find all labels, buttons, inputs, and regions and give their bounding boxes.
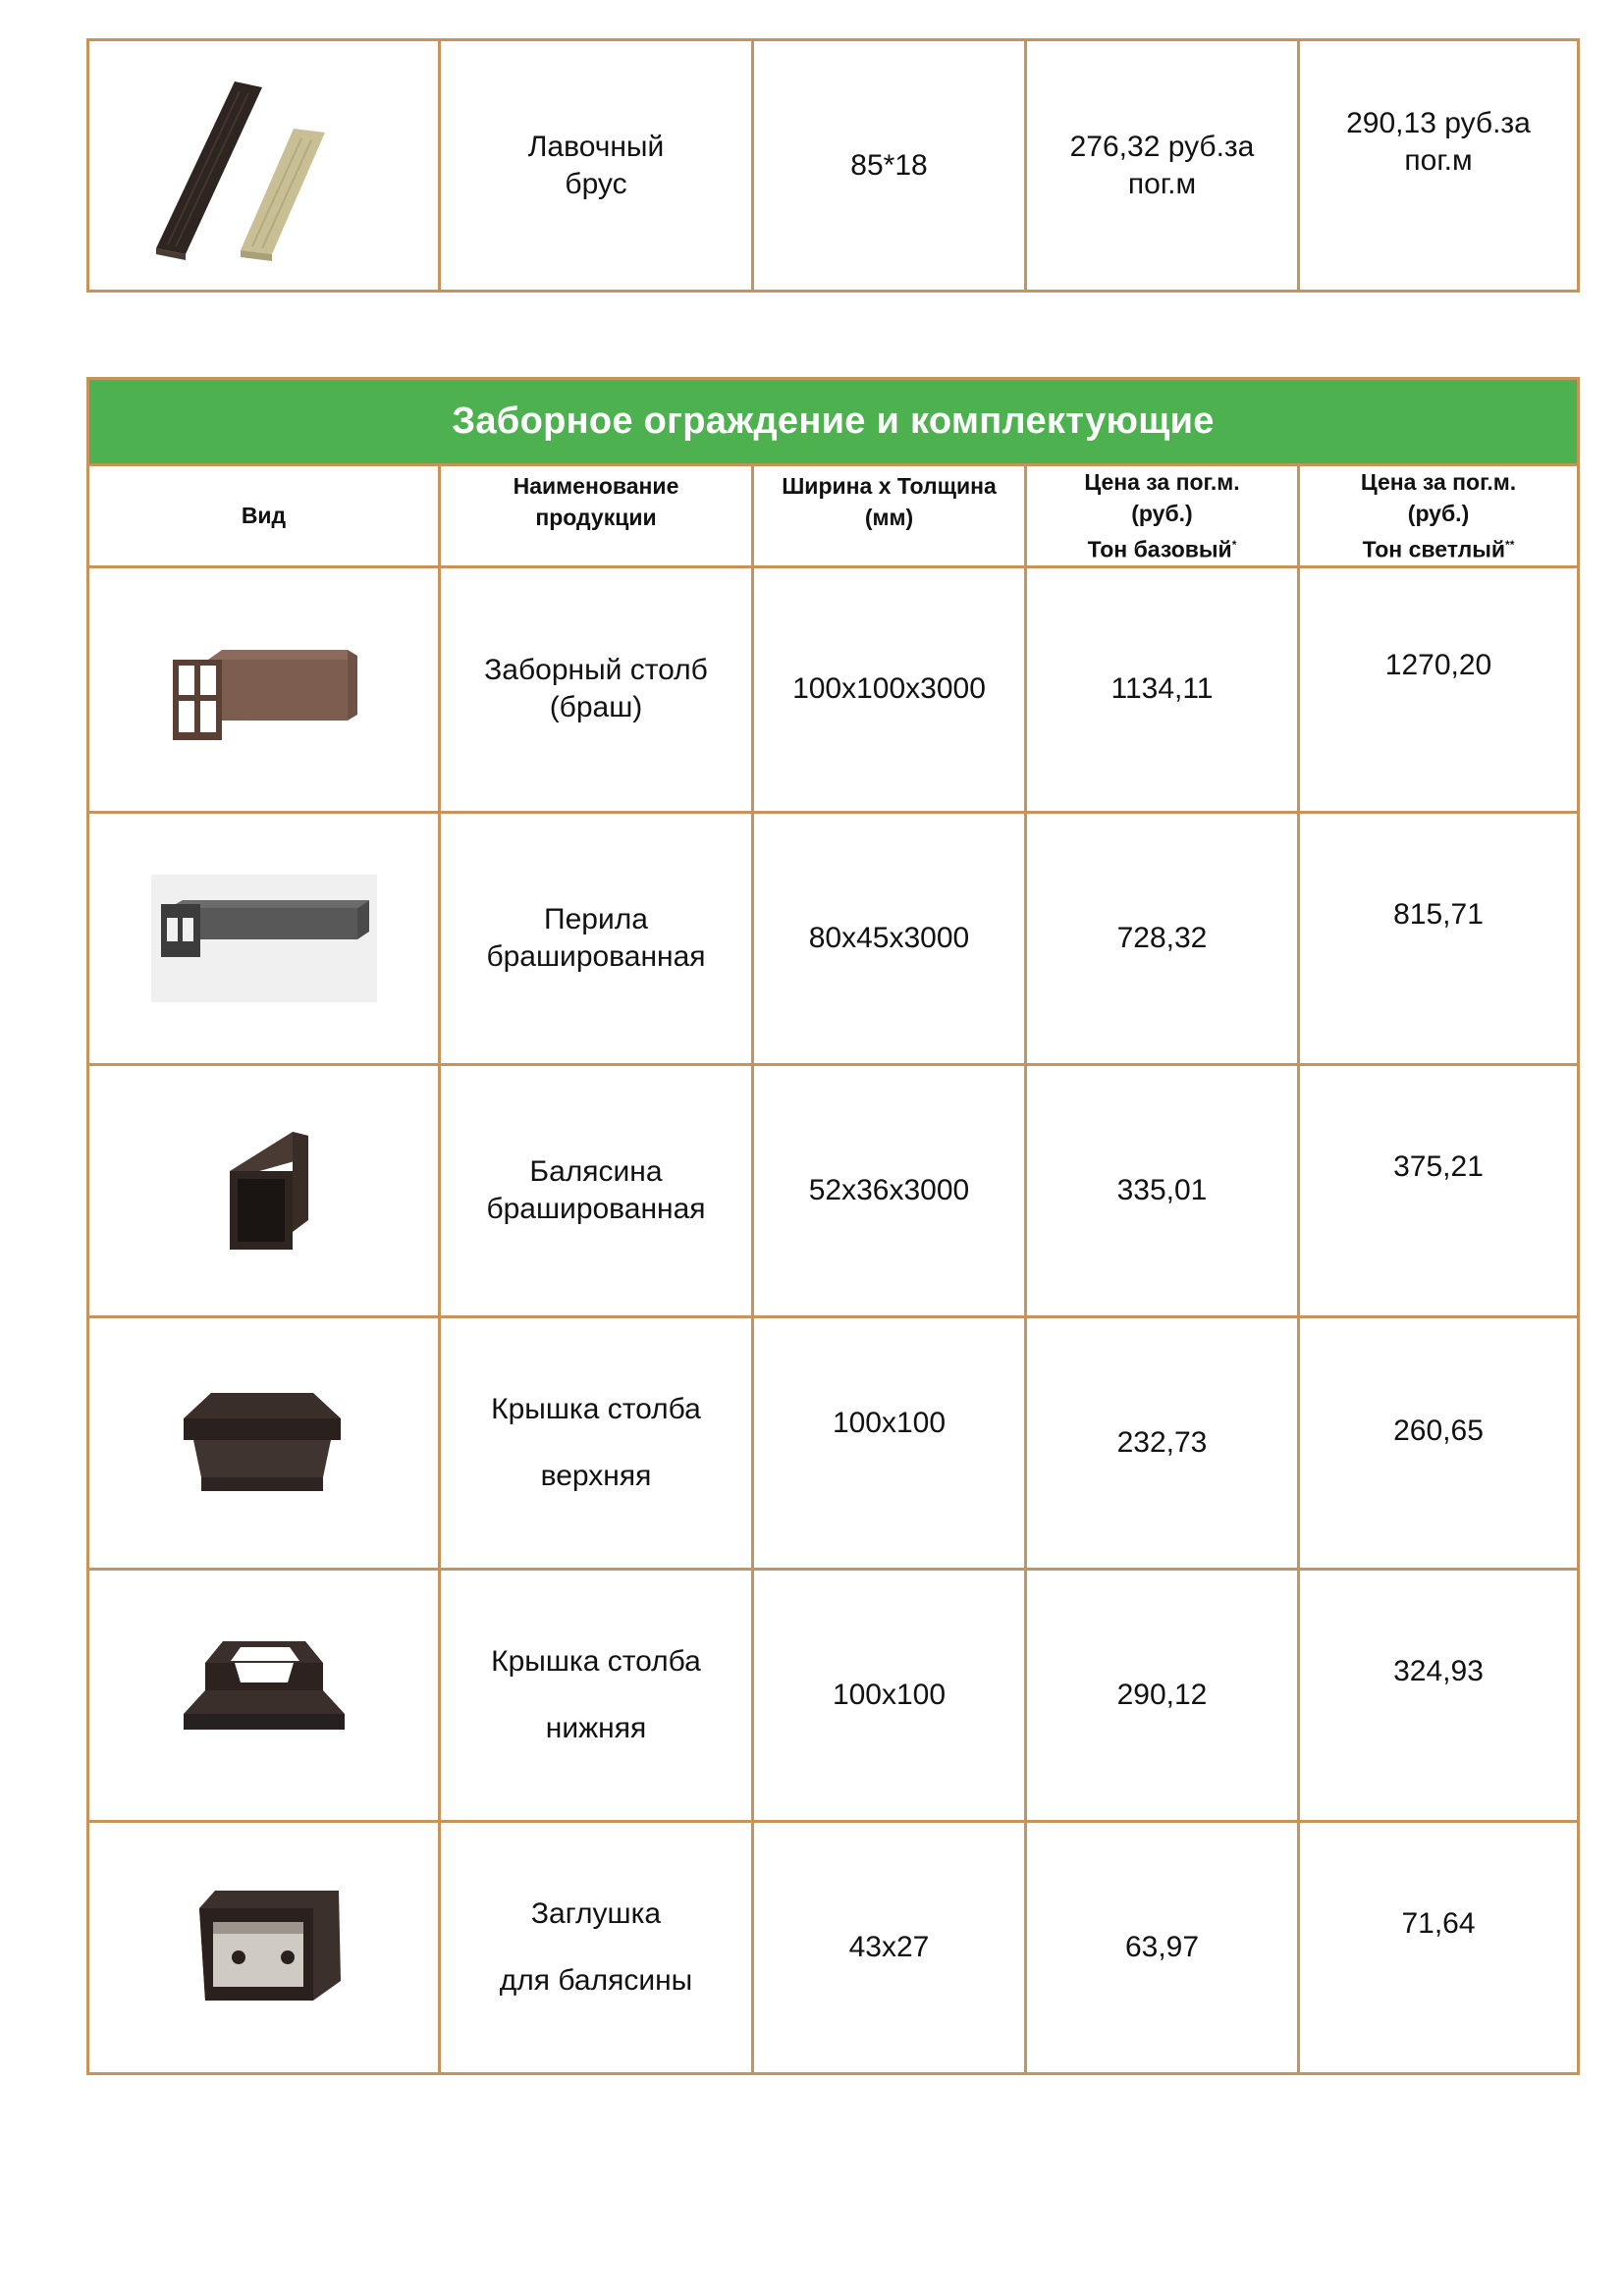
table-row <box>88 812 1579 1064</box>
price-light: 71,64 <box>1299 1821 1579 2073</box>
price-light: 815,71 <box>1299 812 1579 1064</box>
price-light: 324,93 <box>1299 1569 1579 1821</box>
post-cap-top-icon <box>166 1379 362 1507</box>
baluster-icon <box>190 1122 338 1259</box>
price-base: 290,12 <box>1026 1569 1299 1821</box>
fence-price-table <box>86 377 1580 2075</box>
price-base: 1134,11 <box>1026 566 1299 812</box>
product-name: Заглушка для балясины <box>440 1821 753 2073</box>
header-view: Вид <box>88 465 440 567</box>
header-price-light: Цена за пог.м. (руб.) Тон светлый** <box>1299 465 1579 567</box>
section-title: Заборное ограждение и комплектующие <box>88 379 1579 465</box>
header-price-base: Цена за пог.м. (руб.) Тон базовый* <box>1026 465 1299 567</box>
product-image-cell <box>88 812 440 1064</box>
price-light: 260,65 <box>1299 1316 1579 1569</box>
product-size: 100х100х3000 <box>753 566 1026 812</box>
product-name: Перила брашированная <box>440 812 753 1064</box>
table-row <box>88 40 1579 292</box>
product-name: Балясина брашированная <box>440 1064 753 1316</box>
product-size: 100х100 <box>753 1569 1026 1821</box>
product-size: 52х36х3000 <box>753 1064 1026 1316</box>
bench-timber-table <box>86 38 1580 293</box>
product-size: 43х27 <box>753 1821 1026 2073</box>
table-row <box>88 1821 1579 2073</box>
price-base: 728,32 <box>1026 812 1299 1064</box>
product-image-cell <box>88 1316 440 1569</box>
price-light: 290,13 руб.за пог.м <box>1299 40 1579 292</box>
railing-icon <box>151 875 377 1002</box>
product-name: Крышка столба верхняя <box>440 1316 753 1569</box>
header-name: Наименование продукции <box>440 465 753 567</box>
product-name: Лавочный брус <box>440 40 753 292</box>
table-row <box>88 1569 1579 1821</box>
product-image-cell <box>88 566 440 812</box>
price-base: 232,73 <box>1026 1316 1299 1569</box>
table-header-row <box>88 465 1579 567</box>
price-base: 276,32 руб.за пог.м <box>1026 40 1299 292</box>
price-light: 375,21 <box>1299 1064 1579 1316</box>
fence-post-icon <box>151 630 377 748</box>
table-row <box>88 1064 1579 1316</box>
price-base: 63,97 <box>1026 1821 1299 2073</box>
product-name: Заборный столб (браш) <box>440 566 753 812</box>
product-image-cell <box>88 40 440 292</box>
wpc-bench-boards-icon <box>146 68 382 264</box>
table-row <box>88 1316 1579 1569</box>
product-size: 80х45х3000 <box>753 812 1026 1064</box>
table-row <box>88 566 1579 812</box>
price-light: 1270,20 <box>1299 566 1579 812</box>
header-size: Ширина х Толщина (мм) <box>753 465 1026 567</box>
product-size: 100х100 <box>753 1316 1026 1569</box>
baluster-plug-icon <box>166 1879 362 2016</box>
product-image-cell <box>88 1064 440 1316</box>
product-name: Крышка столба нижняя <box>440 1569 753 1821</box>
product-size: 85*18 <box>753 40 1026 292</box>
product-image-cell <box>88 1569 440 1821</box>
price-base: 335,01 <box>1026 1064 1299 1316</box>
post-cap-bottom-icon <box>166 1631 362 1759</box>
product-image-cell <box>88 1821 440 2073</box>
